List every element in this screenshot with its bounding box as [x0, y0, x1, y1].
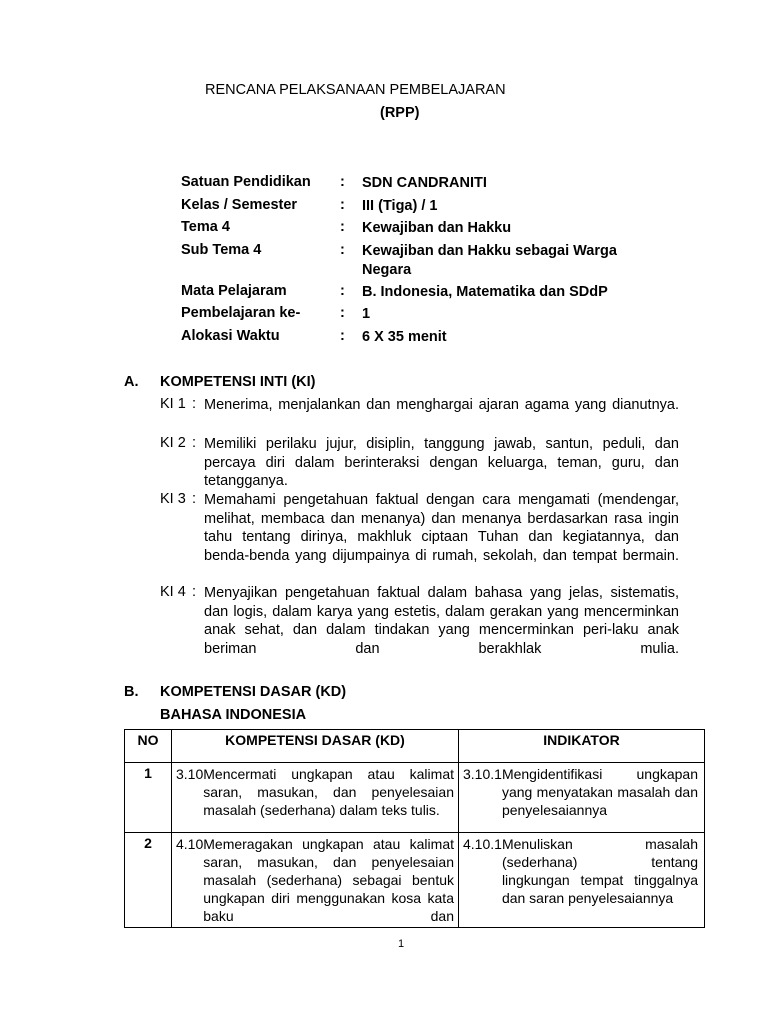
ki-colon: : — [192, 435, 197, 451]
ki-label: KI 1 — [160, 396, 186, 412]
section-b-letter: B. — [124, 684, 139, 700]
identity-label: Kelas / Semester — [181, 197, 298, 213]
row-number: 1 — [125, 763, 172, 833]
table-row — [125, 833, 705, 928]
indicator-number: 4.10.1 — [463, 836, 502, 852]
section-a-title: KOMPETENSI INTI (KI) — [160, 374, 316, 390]
identity-label: Mata Pelajaram — [181, 283, 287, 299]
table-row — [125, 763, 705, 833]
header-no: NO — [125, 730, 172, 763]
header-indikator: INDIKATOR — [459, 730, 705, 763]
row-number: 2 — [125, 833, 172, 928]
kd-text: Mencermati ungkapan atau kalimat saran, masukan, dan penyelesaian masalah (sederhana) dalam teks tulis. — [203, 766, 454, 818]
ki-text: Menerima, menjalankan dan menghargai ajaran agama yang dianutnya. — [204, 397, 679, 413]
kd-cell — [172, 833, 459, 928]
identity-colon: : — [340, 197, 345, 213]
kd-number: 3.10 — [176, 766, 204, 782]
identity-colon: : — [340, 219, 345, 235]
indicator-cell — [459, 833, 705, 928]
identity-value: Kewajiban dan Hakku — [362, 220, 512, 236]
kd-cell — [172, 763, 459, 833]
identity-colon: : — [340, 305, 345, 321]
section-a-letter: A. — [124, 374, 139, 390]
identity-value: 6 X 35 menit — [362, 329, 447, 345]
header-kd: KOMPETENSI DASAR (KD) — [172, 730, 459, 763]
indicator-text: Menuliskan masalah (sederhana) tentang lingkungan tempat tinggalnya dan saran penyelesaiannya — [501, 836, 698, 906]
document-title: RENCANA PELAKSANAAN PEMBELAJARAN — [205, 82, 506, 98]
subject-heading: BAHASA INDONESIA — [160, 707, 307, 723]
identity-colon: : — [340, 283, 345, 299]
identity-value: Kewajiban dan Hakku sebagai Warga Negara — [362, 243, 617, 278]
identity-label: Alokasi Waktu — [181, 328, 280, 344]
kd-text: Memeragakan ungkapan atau kalimat saran, masukan, dan penyelesaian masalah (sederhana) sebagai bentuk ungkapan diri menggunakan kosa kata baku dan — [203, 836, 454, 924]
indicator-number: 3.10.1 — [463, 766, 502, 782]
identity-label: Sub Tema 4 — [181, 242, 262, 258]
identity-value: 1 — [362, 306, 371, 322]
indicator-cell — [459, 763, 705, 833]
document-subtitle: (RPP) — [380, 105, 420, 121]
ki-label: KI 3 — [160, 491, 186, 507]
kd-table — [124, 729, 705, 928]
ki-label: KI 2 — [160, 435, 186, 451]
table-header-row — [125, 730, 705, 763]
ki-label: KI 4 — [160, 584, 186, 600]
identity-colon: : — [340, 242, 345, 258]
ki-colon: : — [192, 584, 197, 600]
identity-colon: : — [340, 328, 345, 344]
ki-text: Menyajikan pengetahuan faktual dalam bahasa yang jelas, sistematis, dan logis, dalam karya yang estetis, dalam gerakan yang mencerminkan anak sehat, dan dalam tindakan yang mencerminkan peri-laku anak beriman dan berakhlak mulia. — [204, 585, 679, 657]
identity-value: SDN CANDRANITI — [362, 175, 487, 191]
identity-label: Tema 4 — [181, 219, 230, 235]
identity-value: B. Indonesia, Matematika dan SDdP — [362, 284, 608, 300]
ki-colon: : — [192, 396, 197, 412]
ki-text: Memiliki perilaku jujur, disiplin, tanggung jawab, santun, peduli, dan percaya diri dalam berinteraksi dengan keluarga, teman, guru, dan tetangganya. — [204, 436, 679, 489]
page-number: 1 — [398, 938, 405, 950]
identity-label: Satuan Pendidikan — [181, 174, 311, 190]
identity-colon: : — [340, 174, 345, 190]
kd-number: 4.10 — [176, 836, 204, 852]
section-b-title: KOMPETENSI DASAR (KD) — [160, 684, 347, 700]
ki-colon: : — [192, 491, 197, 507]
indicator-text: Mengidentifikasi ungkapan yang menyatakan masalah dan penyelesaiannya — [501, 766, 698, 818]
identity-value: III (Tiga) / 1 — [362, 198, 438, 214]
identity-label: Pembelajaran ke- — [181, 305, 301, 321]
ki-text: Memahami pengetahuan faktual dengan cara mengamati (mendengar, melihat, membaca dan menanya) dan menanya berdasarkan rasa ingin tahu tentang dirinya, makhluk ciptaan Tuhan dan kegiatannya, dan benda-benda yang dijumpainya di rumah, sekolah, dan tempat bermain. — [204, 492, 679, 564]
